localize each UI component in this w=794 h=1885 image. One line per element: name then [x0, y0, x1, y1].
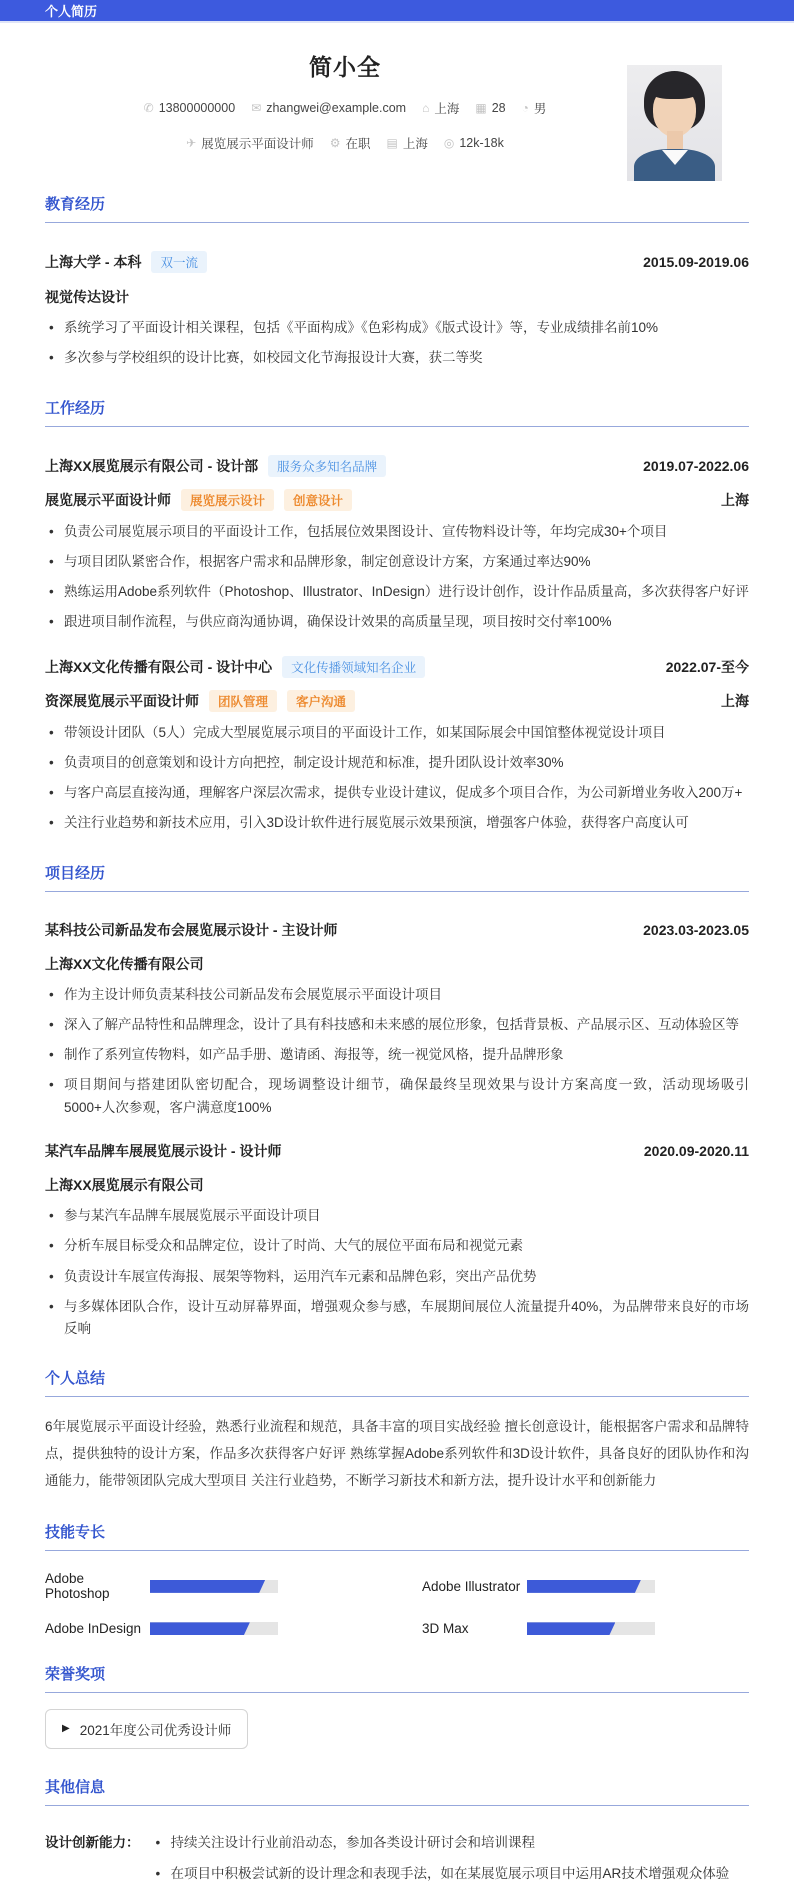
job-tag: 客户沟通	[287, 690, 355, 712]
job-bullets	[45, 521, 749, 634]
project-entry	[45, 920, 749, 1119]
job-status: 在职	[345, 137, 371, 151]
job-date: 2022.07-至今	[665, 658, 749, 675]
email-address: zhangwei@example.com	[266, 101, 407, 115]
skill-bar-track	[150, 1580, 278, 1593]
job-tag: 展览展示设计	[181, 489, 274, 511]
other-info-bullet: • 在项目中积极尝试新的设计理念和表现手法，如在某展览展示项目中运用AR技术增强观众体验	[152, 1863, 750, 1885]
other-info-bullets	[152, 1824, 750, 1885]
job-role: 展览展示平面设计师	[45, 491, 171, 508]
page-title: 个人简历	[45, 4, 98, 19]
skill-bar-track	[527, 1622, 655, 1635]
major-name: 视觉传达设计	[45, 289, 129, 305]
skill-bar-fill	[150, 1580, 265, 1593]
salary-range: 12k-18k	[459, 136, 504, 150]
skill-name: Adobe InDesign	[45, 1621, 142, 1637]
skill-item	[422, 1621, 749, 1636]
education-date: 2015.09-2019.06	[643, 254, 749, 270]
skill-bar-fill	[527, 1622, 615, 1635]
project-bullet: • 作为主设计师负责某科技公司新品发布会展览展示平面设计项目	[45, 984, 749, 1006]
section-honors	[0, 1663, 794, 1749]
age-value: 28	[491, 101, 506, 115]
job-bullet: • 带领设计团队（5人）完成大型展览展示项目的平面设计工作，如某国际展会中国馆整体视觉设计项目	[45, 722, 749, 744]
job-bullet: • 负责公司展览展示项目的平面设计工作，包括展位效果图设计、宣传物料设计等，年均完成30+个项目	[45, 521, 749, 543]
home-city: 上海	[434, 102, 460, 116]
project-bullet: • 参与某汽车品牌车展展览展示平面设计项目	[45, 1205, 749, 1227]
section-education	[0, 193, 794, 370]
project-bullet: • 深入了解产品特性和品牌理念，设计了具有科技感和未来感的展位形象，包括背景板、产品展示区、互动体验区等	[45, 1014, 749, 1036]
project-company: 上海XX文化传播有限公司	[45, 955, 204, 972]
section-skills	[0, 1521, 794, 1636]
job-bullet: • 跟进项目制作流程，与供应商沟通协调，确保设计效果的高质量呈现，项目按时交付率100%	[45, 611, 749, 633]
contact-email	[251, 101, 406, 115]
contact-home-city	[422, 99, 459, 117]
mail-icon: ✉	[251, 101, 262, 115]
job-date: 2019.07-2022.06	[643, 457, 749, 474]
calendar-icon: ▦	[475, 101, 487, 115]
skill-name: Adobe Photoshop	[45, 1571, 110, 1602]
skill-bar-fill	[527, 1580, 641, 1593]
photo-fringe	[651, 83, 698, 99]
project-date: 2020.09-2020.11	[643, 1142, 749, 1159]
contact-row-1	[45, 99, 645, 117]
job-entry	[45, 455, 749, 634]
school-badge: 双一流	[151, 251, 207, 273]
skill-name: 3D Max	[422, 1621, 469, 1637]
phone-icon: ✆	[143, 101, 154, 115]
gender-value: 男	[533, 102, 547, 116]
contact-work-city	[387, 134, 428, 152]
section-title-education: 教育经历	[45, 193, 749, 223]
paper-plane-icon: ✈	[186, 136, 197, 150]
other-info-row	[45, 1824, 749, 1885]
skill-item	[422, 1571, 749, 1601]
project-bullet: • 项目期间与搭建团队密切配合，现场调整设计细节，确保最终呈现效果与设计方案高度一致，活动现场吸引5000+人次参观，客户满意度100%	[45, 1074, 749, 1119]
job-location: 上海	[721, 491, 749, 508]
skill-bar-track	[150, 1622, 278, 1635]
section-title-skills: 技能专长	[45, 1521, 749, 1551]
job-bullet: • 与项目团队紧密合作，根据客户需求和品牌形象，制定创意设计方案，方案通过率达90%	[45, 551, 749, 573]
project-entry	[45, 1141, 749, 1340]
project-bullets	[45, 1205, 749, 1340]
education-bullet: • 多次参与学校组织的设计比赛，如校园文化节海报设计大赛，获二等奖	[45, 347, 749, 369]
project-company: 上海XX展览展示有限公司	[45, 1176, 204, 1193]
phone-number: 13800000000	[158, 101, 236, 115]
education-bullets	[45, 317, 749, 370]
skill-bar-fill	[150, 1622, 250, 1635]
project-bullet: • 负责设计车展宣传海报、展架等物料，运用汽车元素和品牌色彩，突出产品优势	[45, 1266, 749, 1288]
job-tag: 创意设计	[284, 489, 352, 511]
company-name: 上海XX文化传播有限公司 - 设计中心	[45, 658, 273, 675]
job-role: 资深展览展示平面设计师	[45, 692, 199, 709]
contact-phone	[144, 101, 236, 115]
title-bar	[0, 0, 794, 23]
home-icon: ⌂	[422, 101, 430, 115]
skills-grid	[45, 1567, 749, 1636]
project-bullets	[45, 984, 749, 1119]
job-tag: 团队管理	[209, 690, 277, 712]
section-title-other: 其他信息	[45, 1776, 749, 1806]
section-work	[0, 397, 794, 835]
salary-icon: ◎	[443, 136, 455, 150]
resume-header	[0, 23, 794, 166]
job-entry	[45, 656, 749, 835]
other-info-label: 设计创新能力：	[45, 1835, 140, 1851]
job-title: 展览展示平面设计师	[201, 137, 314, 151]
status-icon: ⚙	[329, 136, 341, 150]
summary-text: 6年展览展示平面设计经验，熟悉行业流程和规范，具备丰富的项目实战经验 擅长创意设计，能根据客户需求和品牌特点，提供独特的设计方案，作品多次获得客户好评 熟练掌握Adobe系列软件和3D设计软件，具备良好的团队协作和沟通能力，能带领团队完成大型项目 关注行业趋势，不断学习新技术和新方法，提升设计水平和创新能力	[45, 1419, 749, 1489]
contact-salary	[444, 136, 504, 150]
project-date: 2023.03-2023.05	[643, 921, 749, 938]
project-name: 某科技公司新品发布会展览展示设计 - 主设计师	[45, 921, 338, 938]
project-bullet: • 分析车展目标受众和品牌定位，设计了时尚、大气的展位平面布局和视觉元素	[45, 1235, 749, 1257]
city-icon: ▤	[386, 136, 398, 150]
job-location: 上海	[721, 692, 749, 709]
play-icon: ▶	[62, 1723, 70, 1735]
school-name: 上海大学 - 本科	[45, 254, 142, 270]
section-other	[0, 1776, 794, 1885]
honor-label: 2021年度公司优秀设计师	[79, 1723, 232, 1739]
photo-neck	[667, 131, 683, 149]
job-bullet: • 关注行业趋势和新技术应用，引入3D设计软件进行展览展示效果预演，增强客户体验，获得客户高度认可	[45, 812, 749, 834]
section-summary	[0, 1367, 794, 1494]
gender-icon: ◔	[521, 101, 529, 115]
skill-item	[45, 1571, 372, 1601]
education-bullet: • 系统学习了平面设计相关课程，包括《平面构成》《色彩构成》《版式设计》等，专业成绩排名前10%	[45, 317, 749, 339]
job-bullet: • 负责项目的创意策划和设计方向把控，制定设计规范和标准，提升团队设计效率30%	[45, 752, 749, 774]
contact-gender	[522, 99, 547, 117]
job-bullet: • 熟练运用Adobe系列软件（Photoshop、Illustrator、InDesign）进行设计创作，设计作品质量高，多次获得客户好评	[45, 581, 749, 603]
skill-name: Adobe Illustrator	[422, 1578, 521, 1594]
project-name: 某汽车品牌车展展览展示设计 - 设计师	[45, 1142, 282, 1159]
section-title-honors: 荣誉奖项	[45, 1663, 749, 1693]
skill-item	[45, 1621, 372, 1636]
company-badge: 文化传播领域知名企业	[282, 656, 425, 678]
contact-row-2	[45, 134, 645, 152]
company-badge: 服务众多知名品牌	[268, 455, 386, 477]
company-name: 上海XX展览展示有限公司 - 设计部	[45, 457, 259, 474]
job-bullet: • 与客户高层直接沟通，理解客户深层次需求，提供专业设计建议，促成多个项目合作，为公司新增业务收入200万+	[45, 782, 749, 804]
work-city: 上海	[402, 137, 428, 151]
contact-age	[475, 101, 505, 115]
section-title-summary: 个人总结	[45, 1367, 749, 1397]
contact-job-title	[186, 134, 314, 152]
job-bullets	[45, 722, 749, 835]
other-info-bullet: • 持续关注设计行业前沿动态，参加各类设计研讨会和培训课程	[152, 1832, 750, 1854]
contact-job-status	[330, 134, 371, 152]
project-bullet: • 制作了系列宣传物料，如产品手册、邀请函、海报等，统一视觉风格，提升品牌形象	[45, 1044, 749, 1066]
project-bullet: • 与多媒体团队合作，设计互动屏幕界面，增强观众参与感，车展期间展位人流量提升40%，为品牌带来良好的市场反响	[45, 1296, 749, 1341]
section-title-projects: 项目经历	[45, 862, 749, 892]
profile-photo	[627, 65, 722, 181]
skill-bar-track	[527, 1580, 655, 1593]
honor-item-button[interactable]	[45, 1709, 248, 1749]
section-projects	[0, 862, 794, 1341]
candidate-name: 简小全	[309, 54, 381, 80]
section-title-work: 工作经历	[45, 397, 749, 427]
